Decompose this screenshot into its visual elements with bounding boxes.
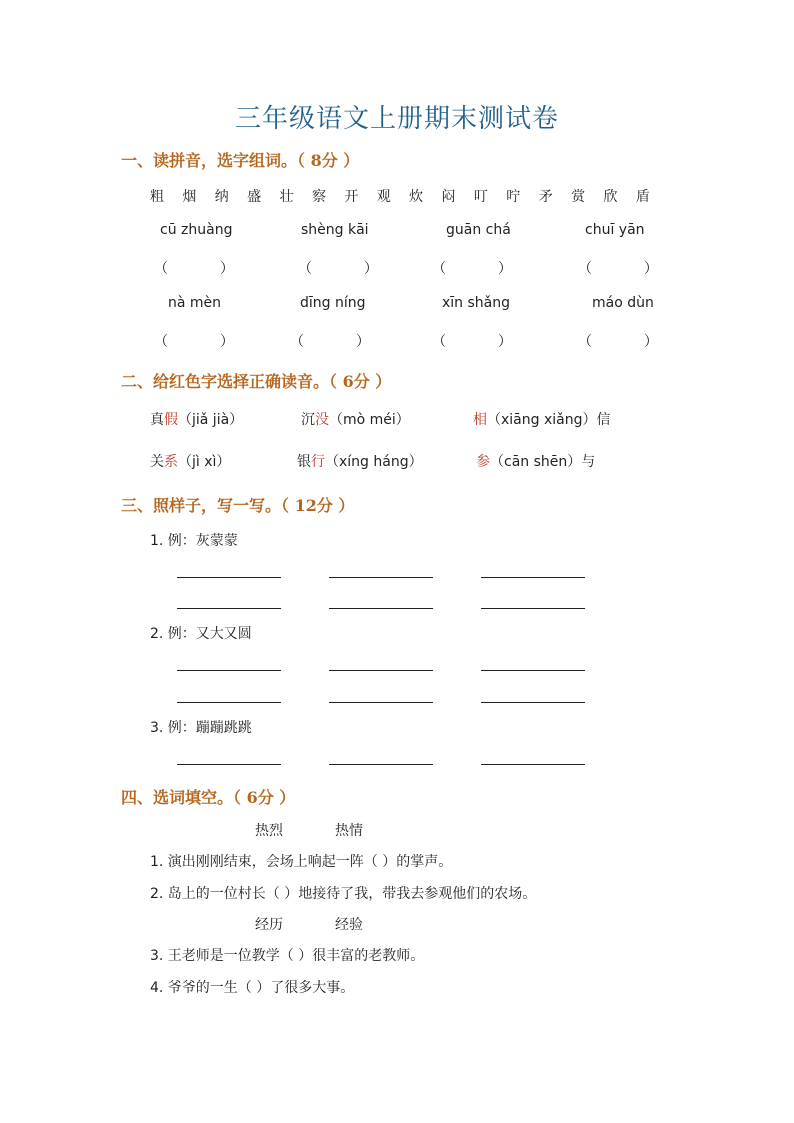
answer-blank[interactable]: （ ） [578, 334, 658, 350]
char: 察 [311, 189, 326, 205]
answer-line[interactable] [329, 764, 433, 765]
pinyin-item: chuī yān [585, 222, 645, 238]
char: 观 [376, 189, 391, 205]
char: 欣 [603, 189, 618, 205]
section2-heading: 二、给红色字选择正确读音。（ 6分 ） [121, 372, 392, 391]
char: 粗 [150, 189, 164, 205]
answer-blank[interactable]: （ ） [290, 334, 370, 350]
character-bank [150, 186, 650, 206]
example-label: 3. 例：蹦蹦跳跳 [150, 720, 252, 736]
answer-blank[interactable]: （ ） [154, 261, 234, 277]
char: 赏 [571, 189, 586, 205]
answer-line[interactable] [177, 764, 281, 765]
question-item[interactable]: 3. 王老师是一位教学（ ）很丰富的老教师。 [150, 948, 425, 964]
pronunciation-item[interactable]: 相（xiāng xiǎng）信 [473, 412, 611, 428]
word-choice: 热情 [335, 823, 363, 839]
red-character: 假 [164, 412, 178, 428]
char: 咛 [506, 189, 521, 205]
pinyin-item: máo dùn [592, 295, 654, 311]
answer-line[interactable] [481, 764, 585, 765]
answer-line[interactable] [329, 608, 433, 609]
word-choice: 经历 [255, 917, 283, 933]
char: 盛 [247, 189, 262, 205]
red-character: 行 [311, 454, 325, 470]
char: 开 [344, 189, 359, 205]
answer-line[interactable] [481, 608, 585, 609]
answer-line[interactable] [329, 577, 433, 578]
answer-line[interactable] [177, 577, 281, 578]
char: 烟 [182, 189, 197, 205]
red-character: 系 [164, 454, 178, 470]
char: 炊 [409, 189, 424, 205]
section4-heading: 四、选词填空。（ 6分 ） [121, 788, 296, 807]
char: 盾 [635, 189, 650, 205]
answer-blank[interactable]: （ ） [154, 334, 234, 350]
char: 纳 [214, 189, 229, 205]
word-choice: 经验 [335, 917, 363, 933]
pronunciation-item[interactable]: 关系（jì xì） [150, 454, 231, 470]
answer-line[interactable] [481, 670, 585, 671]
pinyin-item: cū zhuàng [160, 222, 233, 238]
red-character: 相 [473, 412, 487, 428]
page-title: 三年级语文上册期末测试卷 [234, 104, 559, 134]
answer-blank[interactable]: （ ） [432, 334, 512, 350]
answer-line[interactable] [481, 702, 585, 703]
question-item[interactable]: 4. 爷爷的一生（ ）了很多大事。 [150, 980, 355, 996]
char: 矛 [538, 189, 553, 205]
red-character: 没 [315, 412, 329, 428]
answer-blank[interactable]: （ ） [578, 261, 658, 277]
question-item[interactable]: 1. 演出刚刚结束，会场上响起一阵（ ）的掌声。 [150, 854, 453, 870]
answer-line[interactable] [177, 670, 281, 671]
example-label: 1. 例：灰蒙蒙 [150, 533, 238, 549]
char: 叮 [473, 189, 488, 205]
pinyin-item: dīng níng [300, 295, 366, 311]
answer-line[interactable] [481, 577, 585, 578]
pronunciation-item[interactable]: 参（cān shēn）与 [476, 454, 596, 470]
pinyin-item: xīn shǎng [442, 295, 511, 311]
pinyin-item: shèng kāi [301, 222, 369, 238]
pronunciation-item[interactable]: 真假（jiǎ jià） [150, 412, 244, 428]
section1-heading: 一、读拼音，选字组词。（ 8分 ） [121, 151, 360, 170]
section3-heading: 三、照样子，写一写。（ 12分 ） [121, 496, 355, 515]
example-label: 2. 例：又大又圆 [150, 626, 252, 642]
answer-line[interactable] [177, 608, 281, 609]
pronunciation-item[interactable]: 银行（xíng háng） [297, 454, 423, 470]
char: 闷 [441, 189, 456, 205]
answer-line[interactable] [329, 670, 433, 671]
answer-line[interactable] [329, 702, 433, 703]
answer-blank[interactable]: （ ） [298, 261, 378, 277]
answer-blank[interactable]: （ ） [432, 261, 512, 277]
answer-line[interactable] [177, 702, 281, 703]
red-character: 参 [476, 454, 490, 470]
pinyin-item: nà mèn [168, 295, 222, 311]
char: 壮 [279, 189, 294, 205]
question-item[interactable]: 2. 岛上的一位村长（ ）地接待了我，带我去参观他们的农场。 [150, 886, 537, 902]
pinyin-item: guān chá [446, 222, 511, 238]
word-choice: 热烈 [255, 823, 283, 839]
pronunciation-item[interactable]: 沉没（mò méi） [301, 412, 410, 428]
